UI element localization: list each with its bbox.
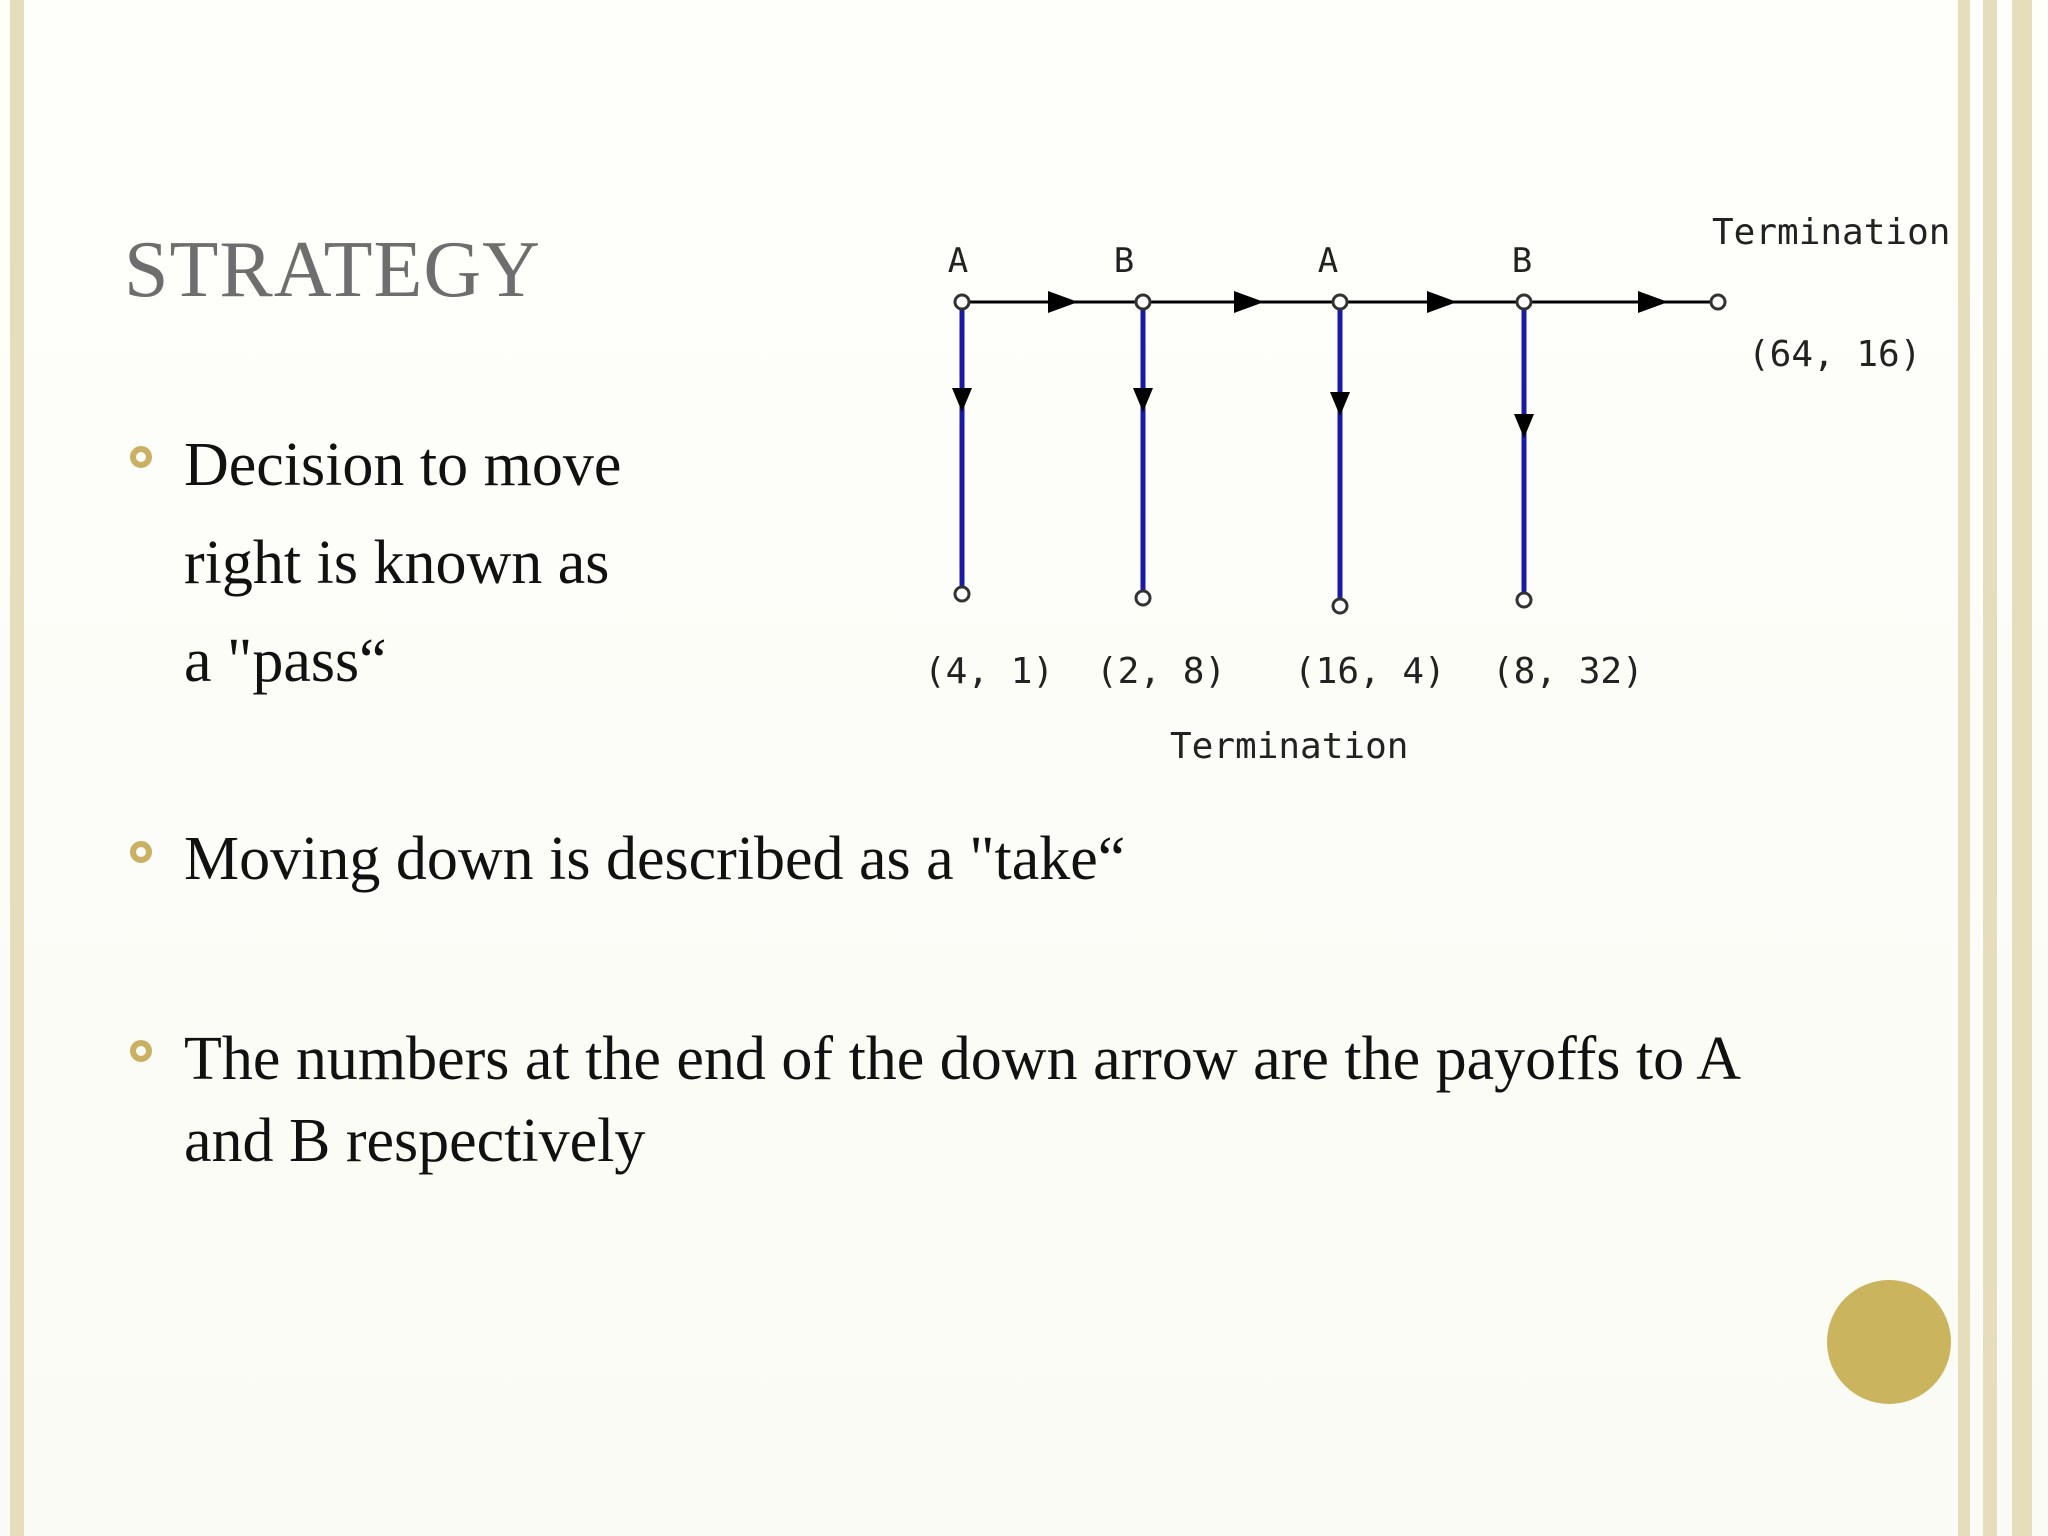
decision-node: [955, 295, 969, 309]
decision-node: [1136, 295, 1150, 309]
decision-node: [1517, 295, 1531, 309]
bullet-2-line-1: Moving down is described as a "take“: [184, 825, 1126, 893]
down-arrowhead-icon: [1330, 392, 1350, 416]
terminal-node: [955, 587, 969, 601]
bullet-1-line-2: right is known as: [184, 529, 610, 597]
right-border-stripe: [1983, 0, 1997, 1536]
right-arrowhead-icon: [1234, 291, 1264, 313]
right-arrowhead-icon: [1638, 291, 1668, 313]
down-arrowhead-icon: [952, 388, 972, 412]
left-border-stripe: [10, 0, 24, 1536]
right-arrowhead-icon: [1048, 291, 1078, 313]
termination-label-bottom: Termination: [1170, 726, 1409, 767]
centipede-game-tree: [900, 190, 1960, 790]
terminal-node: [1517, 593, 1531, 607]
terminal-node: [1711, 295, 1725, 309]
termination-label-top: Termination: [1712, 212, 1951, 253]
bullet-circle-icon: [130, 1040, 152, 1062]
right-arrowhead-icon: [1427, 291, 1457, 313]
take-payoff: (2, 8): [1096, 651, 1227, 692]
take-payoff: (16, 4): [1294, 651, 1446, 692]
take-payoff: (4, 1): [924, 651, 1055, 692]
player-label: B: [1113, 241, 1135, 281]
decorative-gold-circle: [1827, 1280, 1951, 1404]
slide-title: STRATEGY: [124, 226, 541, 314]
final-payoff: (64, 16): [1748, 334, 1922, 375]
bullet-1-line-3: a "pass“: [184, 627, 387, 695]
player-label: B: [1511, 241, 1533, 281]
bullet-3-line-1: The numbers at the end of the down arrow are the payoffs to A: [184, 1025, 1741, 1093]
down-arrowhead-icon: [1514, 414, 1534, 438]
bullet-1-line-1: Decision to move: [184, 431, 622, 499]
down-arrowhead-icon: [1133, 388, 1153, 412]
bullet-circle-icon: [130, 841, 152, 863]
player-label: A: [947, 241, 969, 281]
player-label: A: [1317, 241, 1339, 281]
decision-node: [1333, 295, 1347, 309]
terminal-node: [1333, 599, 1347, 613]
take-payoff: (8, 32): [1492, 651, 1644, 692]
right-border-stripe: [2012, 0, 2032, 1536]
bullet-circle-icon: [130, 446, 152, 468]
bullet-3-line-2: and B respectively: [184, 1107, 646, 1175]
terminal-node: [1136, 591, 1150, 605]
